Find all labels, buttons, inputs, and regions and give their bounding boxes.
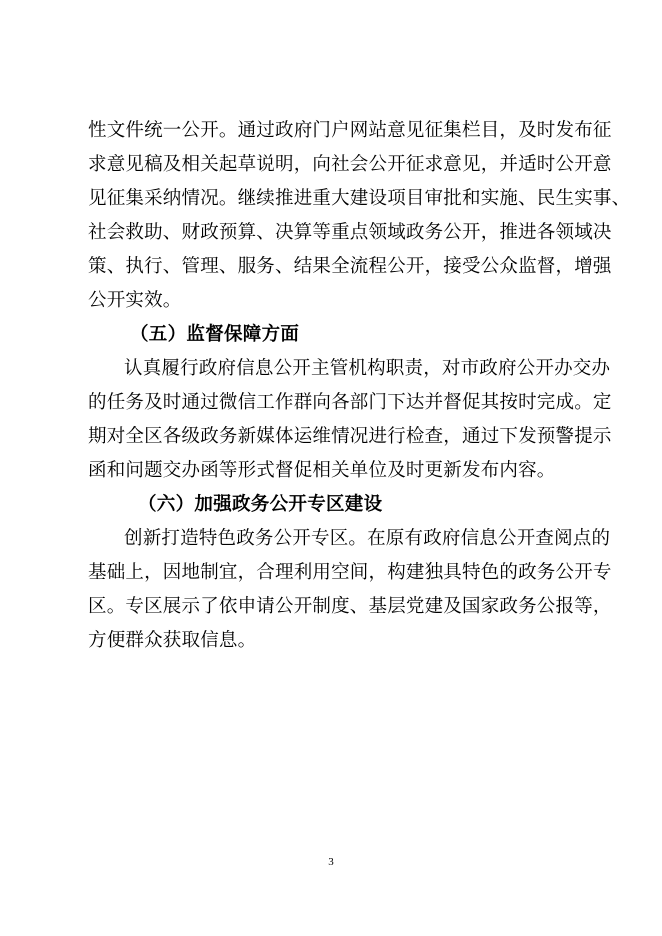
section-heading-open-zone: （六）加强政务公开专区建设	[138, 494, 383, 515]
paragraph-line: 公开实效。	[88, 290, 182, 311]
paragraph-line: 社会救助、财政预算、决算等重点领域政务公开，推进各领域决	[88, 222, 612, 243]
paragraph-line: 见征集采纳情况。继续推进重大建设项目审批和实施、民生实事、	[88, 188, 631, 209]
paragraph-line: 的任务及时通过微信工作群向各部门下达并督促其按时完成。定	[88, 392, 612, 413]
paragraph-line: 求意见稿及相关起草说明，向社会公开征求意见，并适时公开意	[88, 154, 612, 175]
paragraph-line: 函和问题交办函等形式督促相关单位及时更新发布内容。	[88, 460, 556, 481]
paragraph-line: 性文件统一公开。通过政府门户网站意见征集栏目，及时发布征	[88, 120, 612, 141]
paragraph-line: 期对全区各级政务新媒体运维情况进行检查，通过下发预警提示	[88, 426, 612, 447]
paragraph-line: 基础上，因地制宜，合理利用空间，构建独具特色的政务公开专	[88, 562, 612, 583]
paragraph-line: 策、执行、管理、服务、结果全流程公开，接受公众监督，增强	[88, 256, 612, 277]
paragraph-line: 方便群众获取信息。	[88, 630, 257, 651]
page-number: 3	[328, 856, 334, 868]
paragraph-line: 创新打造特色政务公开专区。在原有政府信息公开查阅点的	[124, 528, 611, 549]
paragraph-line: 认真履行政府信息公开主管机构职责，对市政府公开办交办	[124, 358, 611, 379]
section-heading-supervision: （五）监督保障方面	[130, 324, 300, 345]
paragraph-line: 区。专区展示了依申请公开制度、基层党建及国家政务公报等，	[88, 596, 612, 617]
